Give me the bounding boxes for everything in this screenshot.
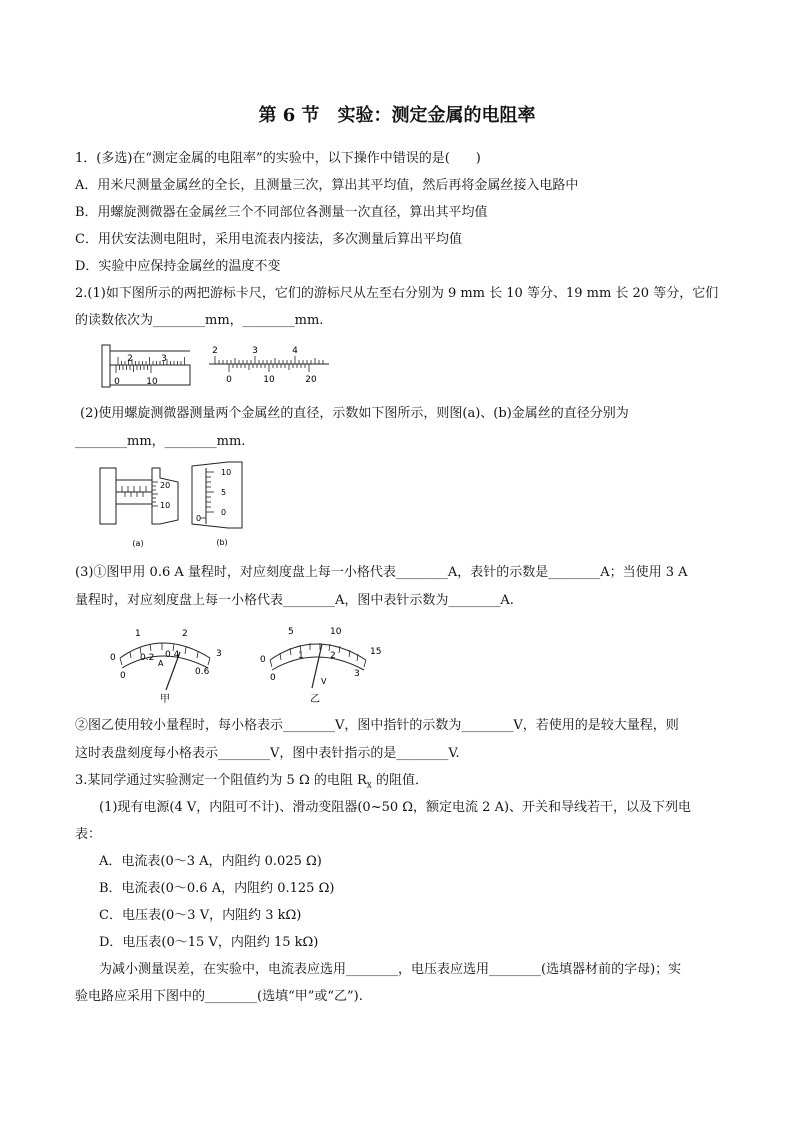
caliper2-vernier-label: 0 <box>226 375 232 385</box>
ammeter-inner-label: 0.2 <box>140 653 155 663</box>
voltmeter-inner-label: 3 <box>354 669 360 679</box>
q2-part1-line1: 2.(1)如下图所示的两把游标卡尺，它们的游标尺从左至右分别为 9 mm 长 10 等分、19 mm 长 20 等分，它们 <box>75 286 719 301</box>
voltmeter-outer-label: 10 <box>330 627 342 637</box>
page-title: 第 6 节 实验：测定金属的电阻率 <box>258 105 536 126</box>
caliper1-main-label: 2 <box>127 354 133 364</box>
caliper2-main-label: 2 <box>212 346 218 356</box>
q1-option-c: C．用伏安法测电阻时，采用电流表内接法，多次测量后算出平均值 <box>75 232 462 247</box>
q3-stem <box>75 773 428 794</box>
micrometer-b <box>188 458 254 550</box>
mic-a-label: 10 <box>160 501 171 510</box>
q3-part1-line2: 表： <box>75 827 102 842</box>
q3-stem-post: 的阻值． <box>371 773 428 788</box>
q2-part3-line4: 这时表盘刻度每小格表示________V，图中表针指示的是________V. <box>75 746 460 761</box>
voltmeter-caption: 乙 <box>310 694 320 705</box>
q1-option-d: D．实验中应保持金属丝的温度不变 <box>75 259 281 274</box>
ammeter-outer-label: 2 <box>182 629 188 639</box>
mic-b-label: 0 <box>221 508 227 517</box>
q1-option-a: A．用米尺测量金属丝的全长，且测量三次，算出其平均值，然后再将金属丝接入电路中 <box>75 178 579 193</box>
mic-a-label: 20 <box>160 481 171 490</box>
ammeter-dial <box>100 618 230 708</box>
voltmeter-outer-label: 0 <box>260 655 266 665</box>
q2-part2-line1: (2)使用螺旋测微器测量两个金属丝的直径，示数如下图所示，则图(a)、(b)金属丝的直径分别为 <box>80 406 629 421</box>
mic-b-zero: 0 <box>196 514 202 523</box>
mic-a-caption: (a) <box>132 539 144 548</box>
caliper2-main-label: 4 <box>292 346 298 356</box>
caliper1-main-label: 3 <box>161 354 167 364</box>
caliper2-main-label: 3 <box>252 346 258 356</box>
mic-b-label: 5 <box>221 488 227 497</box>
q1-option-b: B．用螺旋测微器在金属丝三个不同部位各测量一次直径，算出其平均值 <box>75 205 488 220</box>
voltmeter-inner-label: 0 <box>270 673 276 683</box>
vernier-caliper-1 <box>100 343 195 391</box>
voltmeter-outer-label: 5 <box>288 627 294 637</box>
caliper1-vernier-label: 10 <box>146 377 158 387</box>
q2-part3-line3: ②图乙使用较小量程时，每小格表示________V，图中指针的示数为________V，若使用的是较大量程，则 <box>75 718 679 733</box>
ammeter-inner-label: 0 <box>120 671 126 681</box>
voltmeter-outer-label: 15 <box>370 647 382 657</box>
vernier-caliper-2 <box>207 344 332 388</box>
voltmeter-inner-label: 1 <box>298 651 304 661</box>
caliper1-vernier-label: 0 <box>114 377 120 387</box>
q3-part2-line1: 为减小测量误差，在实验中，电流表应选用________，电压表应选用________(选填器材前的字母)；实 <box>99 962 682 977</box>
q3-part1-line1: (1)现有电源(4 V，内阻可不计)、滑动变阻器(0~50 Ω，额定电流 2 A)、开关和导线若干，以及下列电 <box>99 800 692 815</box>
ammeter-inner-label: 0.6 <box>195 667 210 677</box>
q2-part3-line1: (3)①图甲用 0.6 A 量程时，对应刻度盘上每一小格代表________A，表针的示数是________A；当使用 3 A <box>75 565 688 580</box>
micrometer-a <box>98 460 184 550</box>
q3-part2-line2: 验电路应采用下图中的________(选填“甲”或“乙”). <box>75 989 363 1004</box>
caliper2-vernier-label: 10 <box>263 375 275 385</box>
q3-option-d: D．电压表(0～15 V，内阻约 15 kΩ) <box>99 935 319 950</box>
ammeter-outer-label: 0 <box>110 653 116 663</box>
q2-part3-line2: 量程时，对应刻度盘上每一小格代表________A，图中表针示数为________A. <box>75 593 514 608</box>
ammeter-unit: A <box>158 659 164 668</box>
mic-b-caption: (b) <box>216 538 228 547</box>
voltmeter-unit: V <box>321 677 327 686</box>
caliper2-vernier-label: 20 <box>305 375 317 385</box>
q2-part2-line2: ________mm，________mm. <box>75 434 246 449</box>
q3-option-a: A．电流表(0～3 A，内阻约 0.025 Ω) <box>99 854 322 869</box>
ammeter-outer-label: 1 <box>135 629 141 639</box>
ammeter-caption: 甲 <box>160 694 170 705</box>
q3-stem-sub: x <box>366 780 372 791</box>
mic-b-label: 10 <box>221 468 232 477</box>
voltmeter-inner-label: 2 <box>330 651 336 661</box>
q3-stem-pre: 3.某同学通过实验测定一个阻值约为 5 Ω 的电阻 R <box>75 773 367 788</box>
q1-stem: 1．(多选)在“测定金属的电阻率”的实验中，以下操作中错误的是( ) <box>75 151 481 166</box>
voltmeter-dial <box>258 618 388 708</box>
ammeter-inner-label: 0.4 <box>165 650 180 660</box>
q3-option-b: B．电流表(0～0.6 A，内阻约 0.125 Ω) <box>99 881 335 896</box>
q3-option-c: C．电压表(0～3 V，内阻约 3 kΩ) <box>99 908 302 923</box>
ammeter-outer-label: 3 <box>216 649 222 659</box>
q2-part1-line2: 的读数依次为________mm，________mm. <box>75 313 324 328</box>
